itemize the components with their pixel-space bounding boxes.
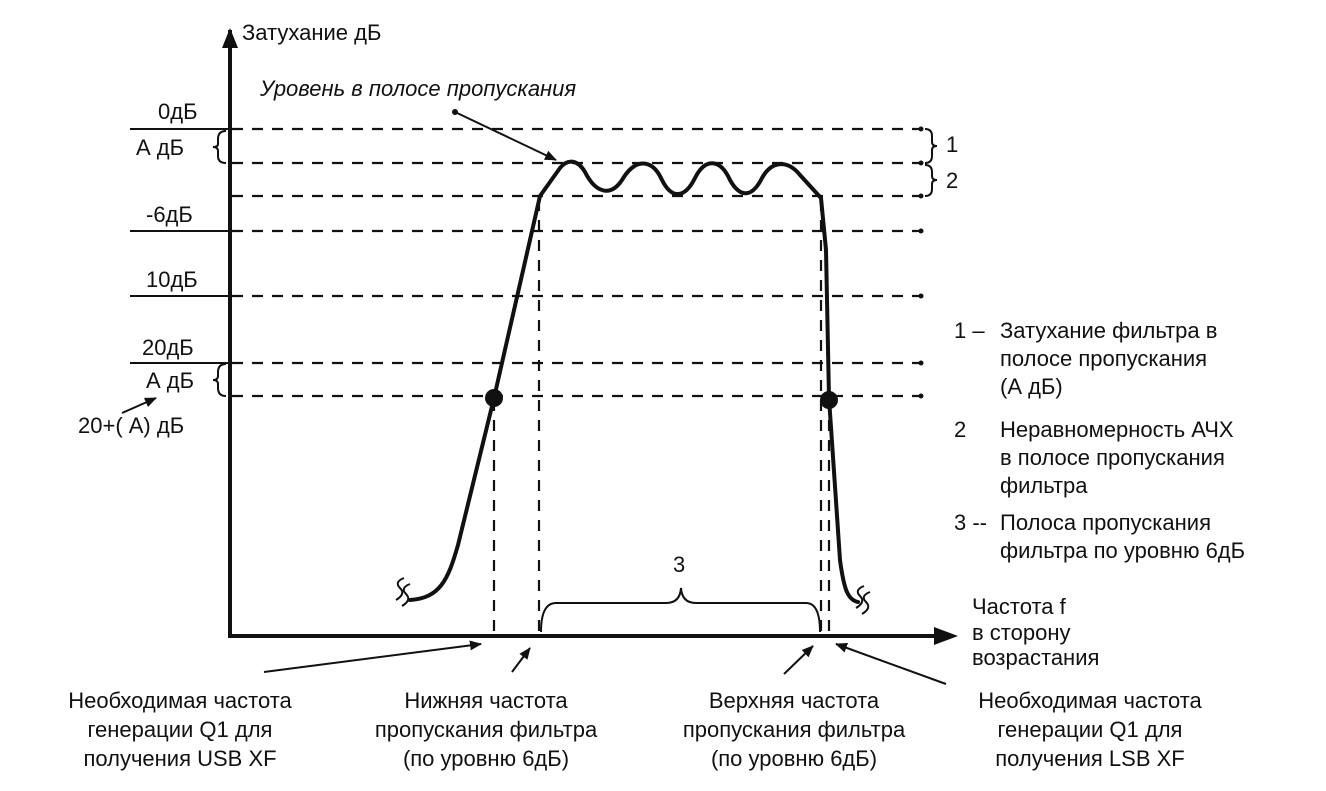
brace-2 — [925, 165, 937, 196]
ref-end-dot — [919, 229, 924, 234]
marker-2: 2 — [946, 168, 959, 193]
label-20-plus-a: 20+( А) дБ — [78, 413, 185, 438]
x-axis-arrowhead — [934, 627, 958, 645]
passband-pointer-arrow — [455, 112, 556, 160]
legend-1-line: Затухание фильтра в — [1000, 318, 1218, 343]
y-ticks — [130, 129, 230, 363]
legend-3-line: Полоса пропускания — [1000, 510, 1211, 535]
lsb-caption-arrow — [836, 644, 946, 684]
upper-caption-arrow — [784, 646, 813, 674]
label-minus6db: -6дБ — [146, 202, 193, 227]
marker-1: 1 — [946, 132, 959, 157]
caption-upper-line: (по уровню 6дБ) — [710, 746, 878, 771]
label-a-bottom: А дБ — [146, 368, 195, 393]
caption-lower — [375, 688, 598, 771]
caption-usb — [68, 688, 292, 771]
passband-pointer-dot — [452, 109, 458, 115]
label-20db: 20дБ — [142, 335, 194, 360]
legend-2-line: в полосе пропускания — [1000, 445, 1225, 470]
caption-upper-line: пропускания фильтра — [682, 717, 906, 742]
label-a-top: А дБ — [136, 135, 185, 160]
usb-point — [485, 389, 503, 407]
filter-response-curve — [410, 162, 858, 602]
caption-lsb-line: Необходимая частота — [978, 688, 1202, 713]
legend — [954, 318, 1245, 563]
ref-end-dot — [919, 127, 924, 132]
caption-upper — [683, 688, 906, 771]
y-axis-title: Затухание дБ — [242, 20, 382, 45]
drop-lines — [494, 200, 829, 640]
ref-end-dot — [919, 361, 924, 366]
label-0db: 0дБ — [158, 99, 198, 124]
caption-lower-line: пропускания фильтра — [374, 717, 598, 742]
caption-lsb-line: получения LSB XF — [995, 746, 1185, 771]
brace-3 — [541, 588, 820, 632]
legend-2-line: фильтра — [1000, 473, 1088, 498]
usb-caption-arrow — [264, 644, 481, 672]
brace-1 — [925, 129, 937, 163]
brace-a-bottom — [213, 364, 226, 396]
caption-upper-line: Верхняя частота — [708, 688, 880, 713]
caption-usb-line: генерации Q1 для — [87, 717, 273, 742]
ref-end-dot — [919, 194, 924, 199]
caption-lower-line: (по уровню 6дБ) — [402, 746, 570, 771]
lower-caption-arrow — [512, 648, 530, 672]
legend-3-num: 3 -- — [954, 510, 987, 535]
lsb-point — [820, 391, 838, 409]
passband-level-label: Уровень в полосе пропускания — [260, 76, 577, 101]
break-mark-left — [396, 578, 410, 606]
legend-1-line: полосе пропускания — [1000, 346, 1208, 371]
reference-lines — [232, 127, 924, 399]
marker-3: 3 — [673, 552, 686, 577]
label-10db: 10дБ — [146, 267, 198, 292]
brace-a-top — [213, 131, 226, 163]
caption-lsb-line: генерации Q1 для — [997, 717, 1183, 742]
caption-usb-line: получения USB XF — [83, 746, 277, 771]
legend-1-num: 1 – — [954, 318, 985, 343]
x-axis-title-line-3: возрастания — [972, 645, 1100, 670]
x-axis-title-line-2: в сторону — [972, 620, 1071, 645]
caption-usb-line: Необходимая частота — [68, 688, 292, 713]
legend-2-line: Неравномерность АЧХ — [1000, 417, 1234, 442]
ref-end-dot — [919, 394, 924, 399]
caption-lsb — [978, 688, 1202, 771]
caption-lower-line: Нижняя частота — [404, 688, 568, 713]
twenty-plus-a-arrow — [122, 398, 156, 413]
ref-end-dot — [919, 161, 924, 166]
legend-3-line: фильтра по уровню 6дБ — [1000, 538, 1246, 563]
x-axis-title-line-1: Частота f — [972, 594, 1066, 619]
ref-end-dot — [919, 294, 924, 299]
legend-2-num: 2 — [954, 417, 967, 442]
legend-1-line: (А дБ) — [1000, 374, 1063, 399]
